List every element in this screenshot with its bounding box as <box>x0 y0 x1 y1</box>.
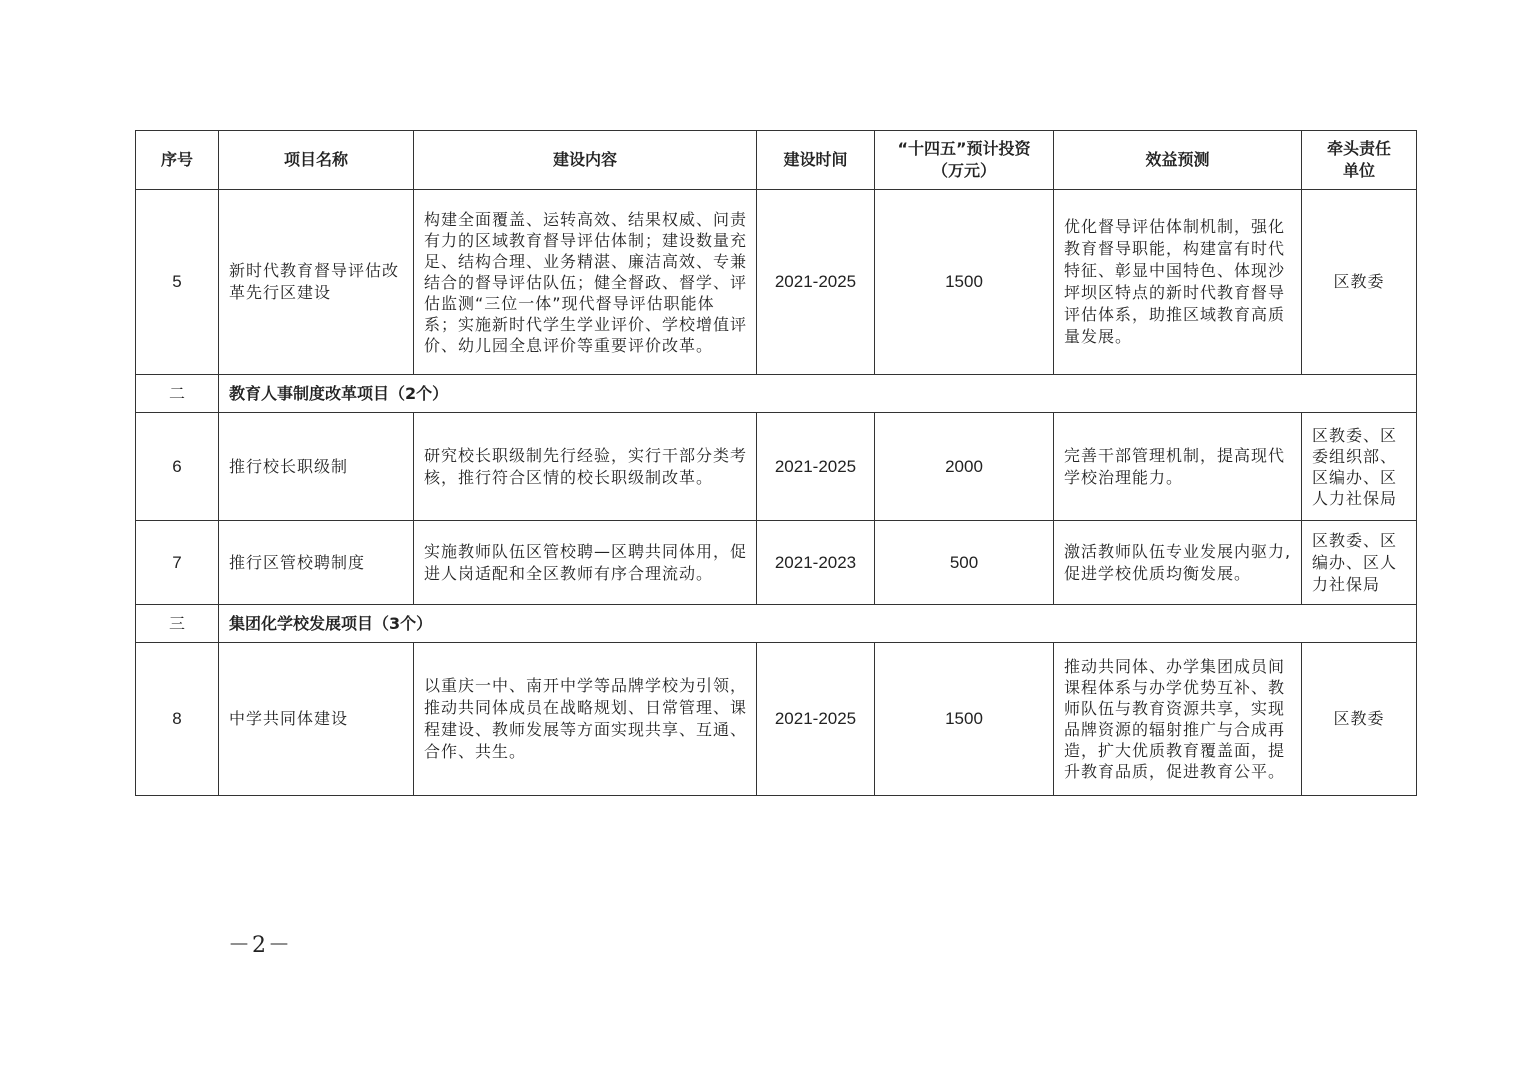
row-name: 新时代教育督导评估改革先行区建设 <box>219 190 414 375</box>
section-no: 三 <box>136 605 219 643</box>
row-invest: 1500 <box>875 643 1054 796</box>
header-benefit: 效益预测 <box>1054 131 1302 190</box>
row-benefit: 激活教师队伍专业发展内驱力,促进学校优质均衡发展。 <box>1054 521 1302 605</box>
row-invest: 1500 <box>875 190 1054 375</box>
row-period: 2021-2025 <box>757 643 875 796</box>
row-period: 2021-2023 <box>757 521 875 605</box>
section-title: 教育人事制度改革项目（2个） <box>219 375 1417 413</box>
row-no: 8 <box>136 643 219 796</box>
table-row <box>136 190 1417 375</box>
row-unit: 区教委、区委组织部、区编办、区人力社保局 <box>1302 413 1417 521</box>
row-benefit: 优化督导评估体制机制，强化教育督导职能，构建富有时代特征、彰显中国特色、体现沙坪坝区特点的新时代教育督导评估体系，助推区域教育高质量发展。 <box>1054 190 1302 375</box>
table-row <box>136 521 1417 605</box>
header-period: 建设时间 <box>757 131 875 190</box>
page-number: －2－ <box>228 933 292 958</box>
row-period: 2021-2025 <box>757 413 875 521</box>
header-content: 建设内容 <box>414 131 757 190</box>
table-header-row <box>136 131 1417 190</box>
table-row <box>136 643 1417 796</box>
row-name: 推行区管校聘制度 <box>219 521 414 605</box>
row-content: 以重庆一中、南开中学等品牌学校为引领，推动共同体成员在战略规划、日常管理、课程建设、教师发展等方面实现共享、互通、合作、共生。 <box>414 643 757 796</box>
row-period: 2021-2025 <box>757 190 875 375</box>
row-no: 5 <box>136 190 219 375</box>
header-name: 项目名称 <box>219 131 414 190</box>
row-unit: 区教委 <box>1302 190 1417 375</box>
row-name: 中学共同体建设 <box>219 643 414 796</box>
header-unit: 牵头责任单位 <box>1302 131 1417 190</box>
row-content: 研究校长职级制先行经验，实行干部分类考核，推行符合区情的校长职级制改革。 <box>414 413 757 521</box>
row-content: 构建全面覆盖、运转高效、结果权威、问责有力的区域教育督导评估体制；建设数量充足、结构合理、业务精湛、廉洁高效、专兼结合的督导评估队伍；健全督政、督学、评估监测“三位一体”现代督导评估职能体系；实施新时代学生学业评价、学校增值评价、幼儿园全息评价等重要评价改革。 <box>414 190 757 375</box>
row-invest: 2000 <box>875 413 1054 521</box>
row-benefit: 推动共同体、办学集团成员间课程体系与办学优势互补、教师队伍与教育资源共享，实现品牌资源的辐射推广与合成再造，扩大优质教育覆盖面，提升教育品质，促进教育公平。 <box>1054 643 1302 796</box>
row-unit: 区教委 <box>1302 643 1417 796</box>
section-title: 集团化学校发展项目（3个） <box>219 605 1417 643</box>
row-content: 实施教师队伍区管校聘—区聘共同体用，促进人岗适配和全区教师有序合理流动。 <box>414 521 757 605</box>
row-name: 推行校长职级制 <box>219 413 414 521</box>
section-row <box>136 375 1417 413</box>
project-table <box>135 130 1417 796</box>
section-no: 二 <box>136 375 219 413</box>
header-invest: “十四五”预计投资（万元） <box>875 131 1054 190</box>
row-unit: 区教委、区编办、区人力社保局 <box>1302 521 1417 605</box>
section-row <box>136 605 1417 643</box>
header-no: 序号 <box>136 131 219 190</box>
row-no: 7 <box>136 521 219 605</box>
row-invest: 500 <box>875 521 1054 605</box>
row-no: 6 <box>136 413 219 521</box>
table-row <box>136 413 1417 521</box>
row-benefit: 完善干部管理机制，提高现代学校治理能力。 <box>1054 413 1302 521</box>
